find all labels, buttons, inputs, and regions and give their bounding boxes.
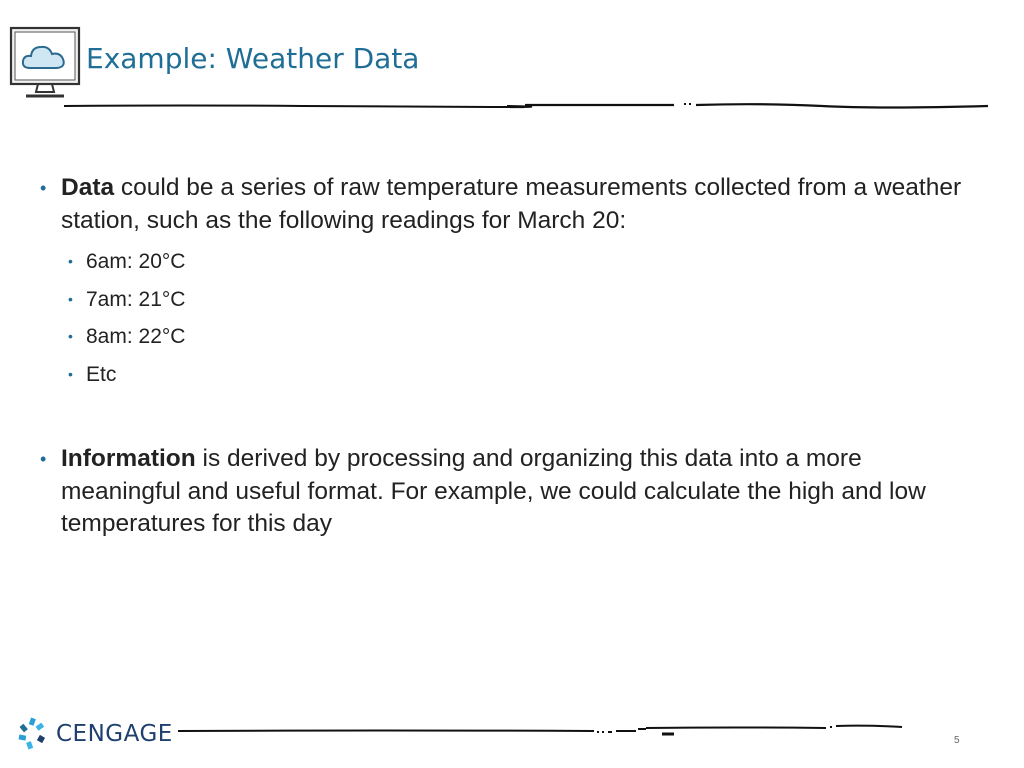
bullet-dot-icon: • <box>68 328 73 344</box>
page-title: Example: Weather Data <box>86 42 420 75</box>
bullet-information-text <box>40 443 980 541</box>
page-number: 5 <box>954 735 960 746</box>
bullet-body: could be a series of raw temperature measurements collected from a weather station, such as the following readings for March 20: <box>61 174 962 234</box>
header-divider <box>62 98 990 114</box>
reading-7am: 7am: 21°C <box>86 287 186 311</box>
footer-divider <box>176 722 906 738</box>
bullet-term: Information <box>61 445 196 472</box>
cengage-logo <box>18 716 173 752</box>
list-item <box>40 243 980 281</box>
bullet-dot-icon: • <box>40 178 47 198</box>
list-item <box>40 318 980 356</box>
cengage-mark-icon <box>18 717 48 751</box>
list-item <box>40 281 980 319</box>
bullet-dot-icon: • <box>40 449 47 469</box>
cloud-monitor-icon <box>8 26 82 102</box>
list-item <box>40 356 980 394</box>
bullet-data-text <box>40 172 980 237</box>
bullet-term: Data <box>61 174 115 201</box>
reading-8am: 8am: 22°C <box>86 325 186 348</box>
bullet-dot-icon: • <box>68 290 73 307</box>
reading-etc: Etc <box>86 362 117 386</box>
reading-6am: 6am: 20°C <box>86 250 186 273</box>
logo-text: CENGAGE <box>56 721 173 747</box>
bullet-data <box>40 172 980 393</box>
bullet-information <box>40 443 980 541</box>
bullet-body: is derived by processing and organizing this data into a more meaningful and useful format. For example, we could calculate the high and low temperatures for this day <box>61 445 926 537</box>
bullet-dot-icon: • <box>68 365 73 382</box>
bullet-dot-icon: • <box>68 253 73 269</box>
sub-list <box>40 243 980 393</box>
